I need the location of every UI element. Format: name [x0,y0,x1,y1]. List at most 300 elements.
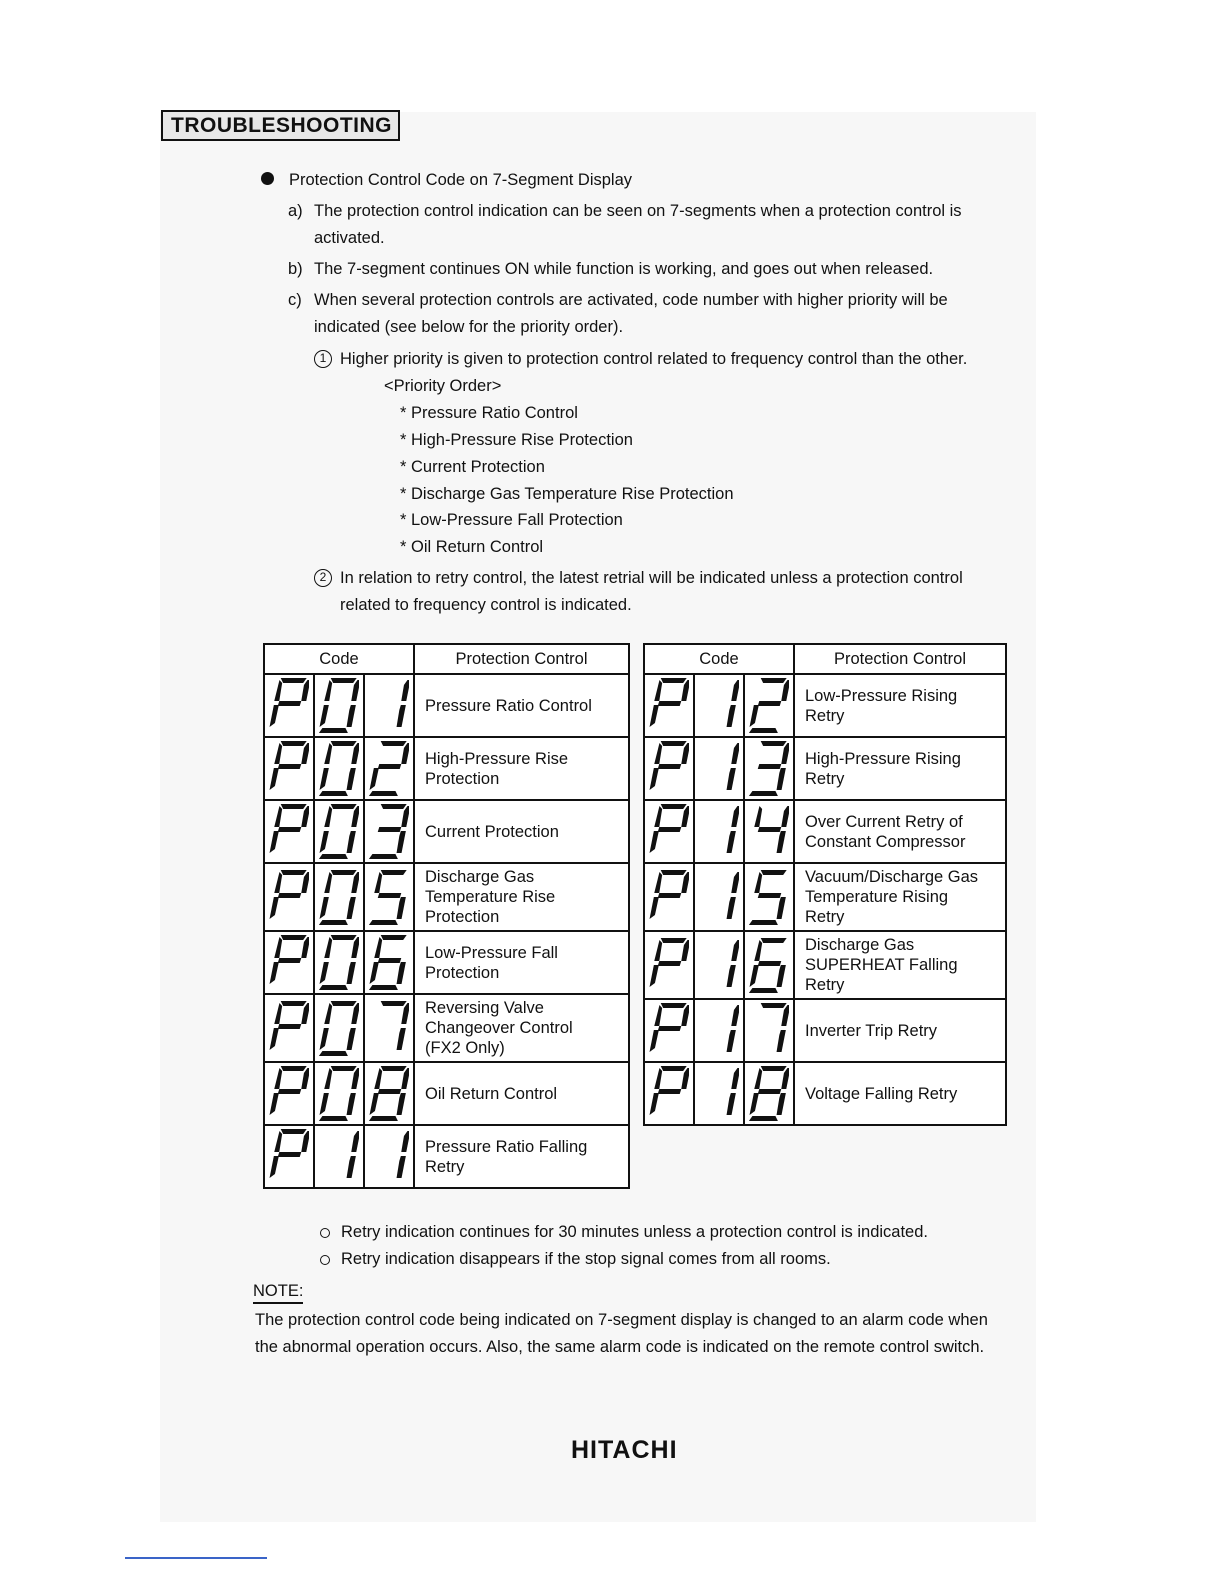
code-digit-cell [744,737,794,800]
segment-b [401,806,409,827]
segment-a [660,938,687,943]
segment-b [781,743,789,764]
segment-b [301,743,309,764]
segment-c [727,1093,736,1115]
code-digit-cell [264,674,314,737]
code-digit-cell [644,674,694,737]
seven-segment-digit [269,738,309,799]
seven-segment-digit [269,867,309,928]
seven-segment-digit [699,738,739,799]
seven-segment-digit [319,801,359,862]
segment-g [658,764,682,769]
table-row [644,737,1006,800]
segment-b [401,1131,409,1152]
segment-a [280,935,307,940]
seven-segment-digit [649,935,689,996]
protection-label: High-Pressure Rising Retry [794,737,1006,800]
protection-label: Discharge Gas SUPERHEAT Falling Retry [794,931,1006,999]
hitachi-logo: HITACHI [571,1436,678,1464]
item-c-line1: When several protection controls are activated, code number with higher priority will be [314,291,948,309]
segment-g [658,701,682,706]
segment-c [777,965,786,987]
bullet-icon [261,172,274,185]
segment-b [731,940,739,961]
intro-heading: Protection Control Code on 7-Segment Display [289,171,633,189]
item-b-marker: b) [288,260,303,278]
segment-d [749,791,778,796]
segment-b [301,1003,309,1024]
segment-e [750,1093,759,1115]
segment-e [270,831,279,853]
segment-a [760,938,787,943]
seven-segment-digit [319,932,359,993]
footer-rule [125,1557,267,1559]
segment-a [660,678,687,683]
segment-d [319,791,348,796]
code-digit-cell [364,737,414,800]
segment-e [320,1093,329,1115]
seven-segment-digit [649,867,689,928]
table-row [264,994,629,1062]
seven-segment-digit [369,998,409,1059]
segment-g [378,893,402,898]
segment-f [274,1131,282,1152]
retry-note-2: Retry indication disappears if the stop signal comes from all rooms. [341,1250,831,1268]
seven-segment-digit [319,675,359,736]
segment-c [727,705,736,727]
item-c-line2: indicated (see below for the priority order). [314,318,624,336]
segment-b [731,680,739,701]
seven-segment-digit [699,1000,739,1061]
segment-b [681,743,689,764]
priority-order-title: <Priority Order> [384,377,502,395]
segment-f [754,940,762,961]
segment-f [754,872,762,893]
code-digit-cell [744,931,794,999]
segment-a [280,1066,307,1071]
segment-g [378,1089,402,1094]
segment-a [660,741,687,746]
seven-segment-digit [649,738,689,799]
segment-b [351,1131,359,1152]
segment-b [781,680,789,701]
segment-a [760,1003,787,1008]
segment-d [749,728,778,733]
code-digit-cell [314,800,364,863]
segment-f [274,743,282,764]
segment-a [280,870,307,875]
segment-b [401,1003,409,1024]
segment-e [270,1093,279,1115]
segment-g [278,958,302,963]
segment-e [320,831,329,853]
segment-d [369,920,398,925]
code-digit-cell [694,931,744,999]
code-digit-cell [694,1062,744,1125]
segment-b [351,743,359,764]
segment-a [380,870,407,875]
segment-a [330,1066,357,1071]
priority-item: * Oil Return Control [400,538,544,556]
code-digit-cell [264,994,314,1062]
segment-b [351,1003,359,1024]
segment-b [401,743,409,764]
code-digit-cell [744,1062,794,1125]
segment-c [727,831,736,853]
segment-c [397,705,406,727]
segment-c [347,1156,356,1178]
code-header: Code [264,644,414,674]
segment-c [397,1028,406,1050]
segment-a [660,1066,687,1071]
segment-g [758,961,782,966]
segment-g [658,893,682,898]
table-row [264,737,629,800]
segment-f [274,680,282,701]
segment-e [270,1156,279,1178]
segment-b [731,743,739,764]
seven-segment-digit [749,801,789,862]
section-title: TROUBLESHOOTING [161,110,400,141]
segment-d [319,985,348,990]
segment-f [374,937,382,958]
table-row [644,674,1006,737]
table-row [644,999,1006,1062]
segment-c [347,962,356,984]
segment-d [369,854,398,859]
seven-segment-digit [649,801,689,862]
seven-segment-digit [699,867,739,928]
table-row [264,800,629,863]
code-digit-cell [744,674,794,737]
segment-c [397,897,406,919]
segment-e [320,768,329,790]
segment-b [351,1068,359,1089]
segment-e [320,897,329,919]
segment-b [401,680,409,701]
priority-item: * Low-Pressure Fall Protection [400,511,623,529]
code-digit-cell [264,737,314,800]
segment-c [727,965,736,987]
code-digit-cell [744,800,794,863]
note-line1: The protection control code being indicated on 7-segment display is changed to an alarm code when [255,1311,988,1329]
segment-g [758,893,782,898]
segment-g [278,827,302,832]
code-digit-cell [264,931,314,994]
segment-c [347,705,356,727]
protection-header: Protection Control [794,644,1006,674]
segment-c [347,831,356,853]
code-digit-cell [744,999,794,1062]
item-a-marker: a) [288,202,303,220]
code-digit-cell [314,1062,364,1125]
segment-a [280,741,307,746]
segment-e [320,705,329,727]
seven-segment-digit [749,867,789,928]
segment-g [278,893,302,898]
code-digit-cell [644,863,694,931]
protection-label: Voltage Falling Retry [794,1062,1006,1125]
segment-f [274,806,282,827]
note-line2: the abnormal operation occurs. Also, the same alarm code is indicated on the remote control switch. [255,1338,985,1356]
seven-segment-digit [269,1063,309,1124]
code-digit-cell [314,931,364,994]
seven-segment-digit [369,675,409,736]
code-digit-cell [314,1125,364,1188]
protection-label: Low-Pressure Rising Retry [794,674,1006,737]
segment-f [654,806,662,827]
code-digit-cell [314,674,364,737]
segment-e [370,1093,379,1115]
protection-label: Discharge Gas Temperature Rise Protection [414,863,629,931]
code-digit-cell [314,994,364,1062]
table-row [644,863,1006,931]
segment-e [270,897,279,919]
segment-c [777,1093,786,1115]
segment-g [378,764,402,769]
item-c-marker: c) [288,291,302,309]
segment-f [324,806,332,827]
table-row [264,674,629,737]
segment-g [758,1089,782,1094]
segment-d [319,728,348,733]
table-row [644,1062,1006,1125]
code-digit-cell [644,931,694,999]
segment-a [380,935,407,940]
rule2-line2: related to frequency control is indicated. [340,596,632,614]
code-digit-cell [694,999,744,1062]
segment-c [347,897,356,919]
code-digit-cell [644,737,694,800]
item-b-line1: The 7-segment continues ON while function is working, and goes out when released. [314,260,934,278]
segment-f [754,1068,762,1089]
segment-f [274,872,282,893]
segment-a [760,741,787,746]
segment-b [681,1005,689,1026]
segment-d [369,985,398,990]
segment-b [781,806,789,827]
segment-f [654,743,662,764]
table-row [644,800,1006,863]
priority-item: * Discharge Gas Temperature Rise Protection [400,485,734,503]
segment-f [324,1003,332,1024]
seven-segment-digit [649,1000,689,1061]
segment-e [650,1093,659,1115]
seven-segment-digit [699,675,739,736]
protection-label: Vacuum/Discharge Gas Temperature Rising Retry [794,863,1006,931]
seven-segment-digit [649,1063,689,1124]
code-digit-cell [694,800,744,863]
note-label: NOTE: [253,1282,303,1304]
seven-segment-digit [369,1063,409,1124]
segment-g [758,701,782,706]
segment-b [681,806,689,827]
segment-a [330,1001,357,1006]
segment-a [280,804,307,809]
segment-c [727,897,736,919]
seven-segment-digit [749,1000,789,1061]
seven-segment-digit [269,675,309,736]
code-digit-cell [644,800,694,863]
code-digit-cell [264,800,314,863]
rule1-marker: 1 [314,350,332,368]
seven-segment-digit [369,932,409,993]
segment-d [369,1116,398,1121]
segment-g [278,1152,302,1157]
segment-f [324,743,332,764]
segment-f [324,680,332,701]
segment-d [319,854,348,859]
segment-b [731,1005,739,1026]
segment-e [270,768,279,790]
table-row [264,1125,629,1188]
segment-c [347,1093,356,1115]
code-digit-cell [264,863,314,931]
retry-bullet-icon [320,1255,330,1265]
segment-b [351,680,359,701]
segment-g [278,764,302,769]
segment-a [760,1066,787,1071]
protection-header: Protection Control [414,644,629,674]
segment-c [397,962,406,984]
code-digit-cell [264,1125,314,1188]
table-header-row [644,644,1006,674]
item-a-line1: The protection control indication can be seen on 7-segments when a protection control is [314,202,962,220]
seven-segment-digit [699,801,739,862]
segment-f [374,872,382,893]
segment-e [270,1028,279,1050]
priority-item: * High-Pressure Rise Protection [400,431,633,449]
segment-a [280,1129,307,1134]
segment-b [681,940,689,961]
segment-g [658,1026,682,1031]
seven-segment-digit [369,801,409,862]
segment-a [380,1066,407,1071]
segment-c [777,897,786,919]
seven-segment-digit [319,1063,359,1124]
segment-g [278,701,302,706]
segment-a [380,741,407,746]
segment-b [731,1068,739,1089]
segment-a [760,870,787,875]
code-digit-cell [314,737,364,800]
segment-b [301,806,309,827]
code-digit-cell [364,674,414,737]
seven-segment-digit [269,998,309,1059]
seven-segment-digit [369,1126,409,1187]
segment-a [660,804,687,809]
segment-c [397,1156,406,1178]
segment-b [781,1005,789,1026]
right-code-table [643,643,1007,1126]
rule1-text: Higher priority is given to protection control related to frequency control than the other. [340,350,968,368]
seven-segment-digit [319,1126,359,1187]
code-digit-cell [364,1062,414,1125]
segment-g [378,827,402,832]
seven-segment-digit [699,935,739,996]
rule2-marker: 2 [314,569,332,587]
segment-a [330,935,357,940]
protection-label: Reversing Valve Changeover Control (FX2 Only) [414,994,629,1062]
segment-b [351,806,359,827]
segment-d [319,1051,348,1056]
seven-segment-digit [749,675,789,736]
table-row [264,1062,629,1125]
segment-b [731,872,739,893]
segment-a [330,678,357,683]
code-header: Code [644,644,794,674]
segment-f [654,1068,662,1089]
segment-b [301,1131,309,1152]
segment-b [781,1068,789,1089]
protection-label: Low-Pressure Fall Protection [414,931,629,994]
code-digit-cell [364,863,414,931]
retry-note-1: Retry indication continues for 30 minutes unless a protection control is indicated. [341,1223,928,1241]
segment-f [324,872,332,893]
code-digit-cell [364,800,414,863]
priority-item: * Pressure Ratio Control [400,404,578,422]
segment-b [351,937,359,958]
segment-b [681,680,689,701]
segment-f [324,937,332,958]
segment-a [760,678,787,683]
table-row [644,931,1006,999]
segment-c [397,831,406,853]
segment-c [727,1030,736,1052]
segment-e [370,768,379,790]
retry-bullet-icon [320,1228,330,1238]
code-digit-cell [314,863,364,931]
seven-segment-digit [319,998,359,1059]
segment-e [270,962,279,984]
left-code-table [263,643,630,1189]
segment-e [270,705,279,727]
code-digit-cell [644,999,694,1062]
code-digit-cell [364,931,414,994]
segment-c [777,768,786,790]
code-digit-cell [264,1062,314,1125]
segment-a [330,804,357,809]
seven-segment-digit [699,1063,739,1124]
segment-f [654,1005,662,1026]
seven-segment-digit [369,738,409,799]
segment-a [280,678,307,683]
table-row [264,931,629,994]
segment-c [347,1028,356,1050]
code-digit-cell [364,1125,414,1188]
item-a-line2: activated. [314,229,385,247]
segment-d [749,920,778,925]
segment-b [301,872,309,893]
code-digit-cell [744,863,794,931]
segment-b [301,1068,309,1089]
segment-e [650,831,659,853]
segment-a [660,870,687,875]
segment-a [660,1003,687,1008]
segment-a [380,804,407,809]
protection-label: High-Pressure Rise Protection [414,737,629,800]
seven-segment-digit [649,675,689,736]
code-digit-cell [694,674,744,737]
segment-e [320,962,329,984]
segment-f [274,1068,282,1089]
segment-g [758,827,782,832]
segment-g [378,958,402,963]
segment-b [301,937,309,958]
table-row [264,863,629,931]
seven-segment-digit [319,738,359,799]
code-digit-cell [694,863,744,931]
